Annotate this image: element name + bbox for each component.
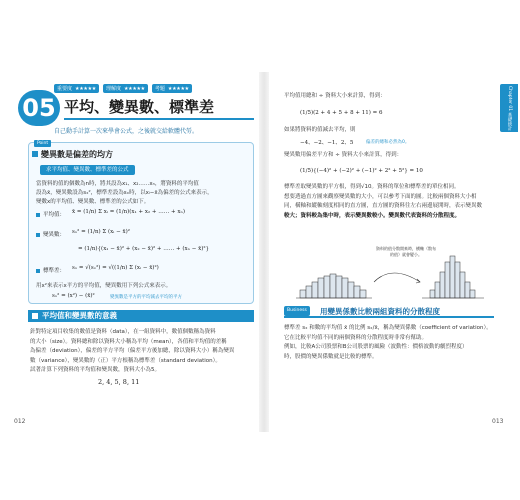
paragraph-line: 試著計算下列資料的平均值和變異數，資料大小為5。 [30, 367, 161, 373]
gutter [259, 72, 269, 432]
mean-label [36, 210, 65, 218]
section3-body [284, 324, 498, 362]
point-intro [36, 180, 250, 207]
deviation-note: 偏差的總和必然為0。 [366, 140, 410, 145]
paragraph-line: 較大；資料較為集中時，表示變異數較小。變異數代表資料的分散程度。 [284, 212, 461, 219]
variance-alt-formula: sₓ² = (x²) − (x̄)² [52, 293, 95, 299]
data-values: 2, 4, 5, 8, 11 [98, 378, 140, 386]
square-bullet-icon [32, 313, 38, 319]
point-heading [32, 149, 212, 160]
badge-understanding [103, 84, 148, 93]
paragraph-line: 想要透過直方圖來觀察變異數的大小，可以參考下面的圖。比較兩個資料大小相 [284, 193, 477, 200]
sd-label-text: 標準差： [43, 268, 66, 274]
square-bullet-icon [36, 269, 40, 273]
right-line-mean: 平均值用總和 ÷ 資料大小來計算，得到： [284, 93, 386, 99]
rating-badges [54, 84, 192, 93]
paragraph-line: 針對特定項目收集的數值是資料（data），在一組資料中，數值個數稱為資料 [30, 329, 216, 335]
paragraph-line: 的大小（size）。資料總和除以資料大小稱為平均（mean），各值和平均值的差稱 [30, 338, 227, 345]
intro-line: 變數x的平均值、變異數、標準差的公式如下。 [36, 199, 150, 205]
badge-label: 重要度 [57, 86, 73, 92]
paragraph-line: 時，股價的變異係數就是比較的標準。 [284, 353, 378, 360]
paragraph-line: 同，橫軸和縱軸刻度相同的直方圖，直方圖的資料往左右兩邊展開時，表示變異數 [284, 203, 483, 209]
section2-body [30, 328, 256, 376]
mean-calculation: (1/5)(2 + 4 + 5 + 8 + 11) = 6 [300, 110, 383, 116]
paragraph-line: 例如，比較A公司股票和B公司股票的風險（波動性：價格波動的劇烈程度） [284, 344, 468, 350]
paragraph-line: 它在比較平均值不同的兩個資料的分散程度時非常有幫助。 [284, 334, 428, 341]
right-body [284, 183, 496, 221]
wide-histogram [300, 274, 366, 298]
mean-label-text: 平均值： [43, 212, 66, 218]
square-bullet-icon [36, 233, 40, 237]
narrow-histogram [430, 256, 475, 298]
paragraph-line: 為偏差（deviation），偏差的平方平均（偏差平方後加總，除以資料大小）稱為變異 [30, 348, 235, 354]
square-bullet-icon [32, 151, 38, 157]
illustration-caption: 資料的值分散開來時，橫軸（散布的值）就會變小。 [376, 246, 436, 257]
section2-bar [28, 310, 254, 322]
right-line-deviation: 如果將資料的值減去平均，則 [284, 127, 356, 133]
paragraph-line: 數（variance），變異數的（正）平方根稱為標準差（standard deviation）。 [30, 357, 221, 364]
paragraph-line: 標準差取變異數的平方根，得到√10。資料的單位和標準差的單位相同。 [284, 184, 460, 190]
square-bullet-icon [36, 213, 40, 217]
section-number: 05 [18, 90, 60, 126]
sd-formula: sₓ = √(sₓ²) = √((1/n) Σ (xᵢ − x̄)²) [72, 265, 159, 271]
section-subtitle: 自己動手計算一次來學會公式，之後就交給軟體代勞。 [54, 128, 199, 135]
intro-line: 當資料的值的個數為n時，將其設為x₁、x₂……xₙ，將資料的平均值 [36, 181, 199, 187]
business-tag: Business [284, 306, 310, 316]
badge-exam [152, 84, 192, 93]
right-line-variance: 變異數用偏差平方和 ÷ 資料大小來計算，得到： [284, 152, 403, 158]
sd-label [36, 266, 65, 274]
badge-label: 理解度 [105, 86, 121, 92]
deviation-values: −4、−2、−1、2、5 [300, 140, 354, 146]
title-underline [64, 118, 254, 120]
section-title: 平均、變異數、標準差 [64, 98, 215, 116]
point-heading-text: 變異數是偏差的均方 [41, 150, 113, 159]
chapter-side-tab: Chapter 01 基礎統計 [500, 84, 518, 132]
intro-line: 設為x̄，變異數設為sₓ²，標準差設為sₓ時，以xᵢ−x̄為偏差的公式來表示， [36, 190, 213, 196]
section3-title: 用變異係數比較兩組資料的分散程度 [320, 307, 440, 316]
variance-label [36, 230, 65, 238]
mean-formula: x̄ = (1/n) Σ xᵢ = (1/n)(x₁ + x₂ + …… + xₙ) [72, 209, 185, 215]
variance-calculation: (1/5){(−4)² + (−2)² + (−1)² + 2² + 5²} = 10 [300, 168, 423, 174]
page-number-right: 013 [492, 418, 504, 425]
variance-alt-note: 變異數是平方的平均減去平均的平方 [110, 295, 182, 300]
section2-title: 平均值和變異數的意義 [42, 311, 117, 320]
badge-importance [54, 84, 99, 93]
variance-formula-1: sₓ² = (1/n) Σ (xᵢ − x̄)² [72, 229, 130, 235]
formula-banner: 求平均值、變異數、標準差的公式 [40, 165, 135, 175]
page-number-left: 012 [14, 418, 26, 425]
variance-formula-2: = (1/n){(x₁ − x̄)² + (x₂ − x̄)² + …… + (xₙ − x̄)²} [78, 246, 210, 252]
star-rating-icon: ★★★★★ [75, 85, 96, 92]
variance-label-text: 變異數： [43, 232, 66, 238]
note-line: 用x²來表示x平方的平均值，變異數用下列公式來表示。 [36, 283, 172, 289]
paragraph-line: 標準差 sₓ 和數的平均值 x̄ 的比例 sₓ/x̄，稱為變異係數（coefficient of variation）。 [284, 325, 492, 331]
badge-label: 考題 [154, 86, 165, 92]
star-rating-icon: ★★★★★ [167, 85, 189, 92]
point-tag: Point [34, 140, 51, 147]
star-rating-icon: ★★★★★ [123, 85, 145, 92]
